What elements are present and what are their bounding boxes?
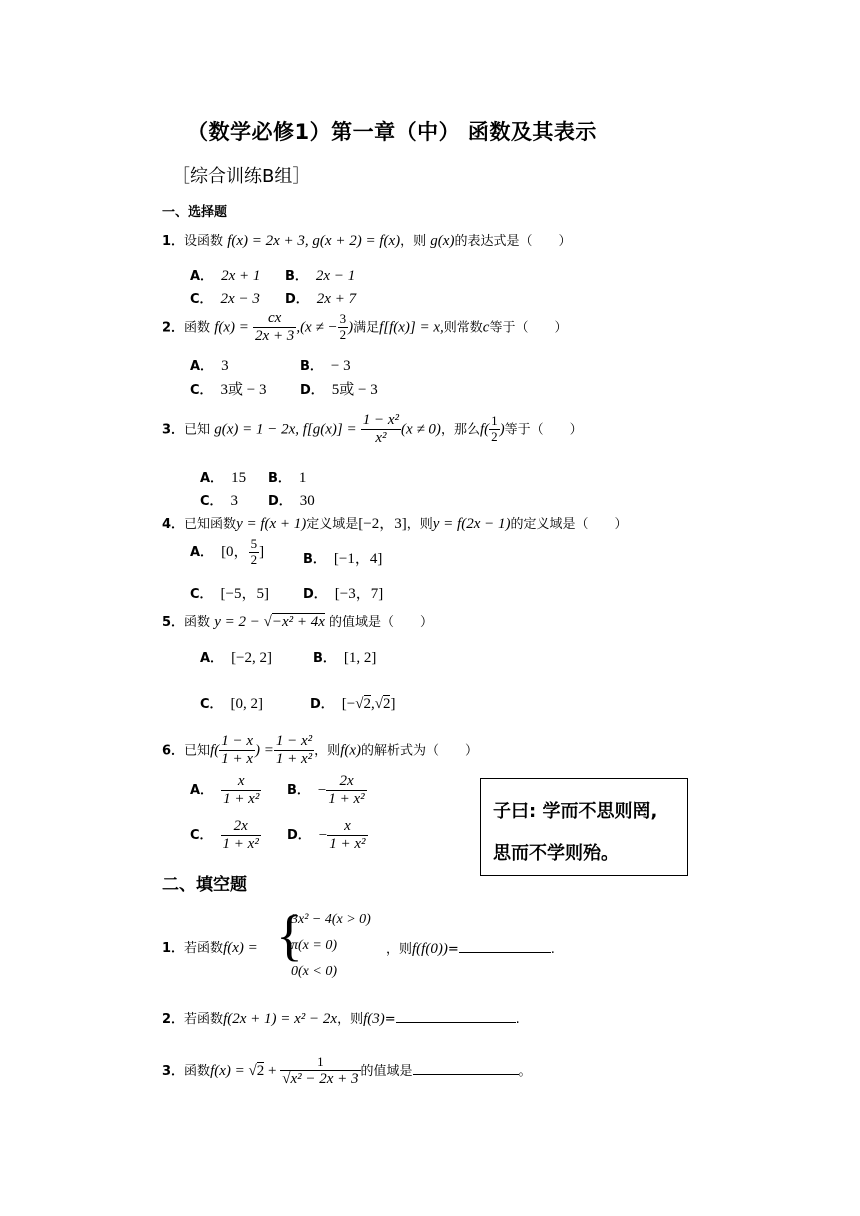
text: 设函数: [184, 234, 224, 249]
fill-question-3: 3．函数f(x) = √2 + $\frac{1}{\text{√x² − 2x + 3}}$ 的值域是 。: [162, 1054, 532, 1087]
question-number: 2．: [162, 1012, 185, 1027]
fraction: $\frac{cx}{2x + 3}$: [255, 310, 295, 345]
option-a: A． [0， $\frac{5}{2}$ ]: [190, 536, 265, 567]
option-c: C． $\frac{2x}{\text{1 + x²}}$: [190, 818, 259, 853]
option-b: B． [−1，4]: [303, 551, 383, 567]
option-b: B． − 3: [300, 358, 351, 374]
subtitle: ［综合训练B组］: [172, 166, 311, 187]
math-expr: f(x) = 2x + 3, g(x + 2) = f(x): [227, 233, 401, 249]
fill-question-2: 2．若函数f(2x + 1) = x² − 2x，则f(3)= .: [162, 1011, 520, 1027]
question-1: [162, 230, 571, 250]
quote-box: [480, 778, 688, 876]
option-c: C． 3: [200, 493, 239, 509]
option-a: A． [−2, 2]: [200, 650, 273, 666]
option-b: B． 1: [268, 470, 307, 486]
section-fill: 二、填空题: [162, 875, 247, 895]
text: ，则: [400, 234, 427, 249]
piecewise-brace: {: [276, 905, 303, 967]
option-a: A． 2x + 1: [190, 268, 261, 284]
section-choice: 一、选择题: [162, 205, 228, 220]
option-c: C． 2x − 3: [190, 291, 260, 307]
piece-1: 3x² − 4(x > 0): [291, 912, 371, 927]
option-a: A． $\frac{x}{\text{1 + x²}}$: [190, 773, 260, 808]
answer-blank[interactable]: [413, 1074, 519, 1075]
question-number: 4．: [162, 517, 185, 532]
option-b: B． − $\frac{2x}{\text{1 + x²}}$: [287, 773, 365, 808]
option-c: C． 3或 − 3: [190, 382, 267, 398]
question-number: 2．: [162, 320, 185, 336]
option-b: B． 2x − 1: [285, 268, 356, 284]
question-6: 6．已知f( $\frac{1 - x}{1 + x}$ ) = $\frac{\text{1 − x²}}{\text{1 + x²}}$ ，则f(x)的解析式为（ ）: [162, 733, 479, 768]
fraction: $\frac{\text{1 − x²}}{\text{x²}}$: [362, 412, 400, 447]
option-d: D． [−√2,√2]: [310, 696, 396, 712]
question-number: 6．: [162, 743, 185, 759]
answer-blank[interactable]: [459, 952, 551, 953]
page-title: （数学必修1）第一章（中） 函数及其表示: [187, 120, 597, 144]
option-b: B． [1, 2]: [313, 650, 377, 666]
option-c: C． [0, 2]: [200, 696, 264, 712]
option-d: D． − $\frac{x}{\text{1 + x²}}$: [287, 818, 366, 853]
text: 的表达式是（ ）: [454, 234, 572, 249]
fill-question-1: 1．若函数f(x) =: [162, 940, 258, 956]
fill-question-1-tail: ，则f(f(0))= .: [386, 941, 555, 957]
question-3: 3．已知 g(x) = 1 − 2x, f[g(x)] = $\frac{\text{1 − x²}}{\text{x²}}$ (x ≠ 0)，那么f( $\frac{1}{2}$ )等于（ ）: [162, 412, 583, 447]
math-expr: g(x): [430, 233, 455, 249]
fraction: $\frac{3}{2}$: [339, 311, 347, 343]
question-number: 3．: [162, 422, 185, 438]
question-5: 5．函数 y = 2 − √−x² + 4x 的值域是（ ）: [162, 614, 434, 630]
answer-blank[interactable]: [396, 1022, 516, 1023]
quote-line-2: 思而不学则殆。: [493, 843, 619, 864]
option-c: C． [−5，5]: [190, 586, 269, 602]
option-d: D． 2x + 7: [285, 291, 357, 307]
question-number: 5．: [162, 615, 185, 630]
quote-line-1: 子曰: 学而不思则罔,: [493, 801, 658, 822]
question-2: 2．函数 f(x) = $\frac{cx}{2x + 3}$ ,(x ≠ − $\frac{3}{2}$ )满足f[f(x)] = x,则常数c等于（ ）: [162, 310, 568, 345]
fraction: $\frac{1}{2}$: [491, 413, 498, 445]
question-number: 3．: [162, 1064, 185, 1080]
piece-3: 0(x < 0): [291, 964, 337, 979]
piece-2: π(x = 0): [291, 938, 337, 953]
option-d: D． 5或 − 3: [300, 382, 378, 398]
option-d: D． 30: [268, 493, 315, 509]
option-d: D． [−3，7]: [303, 586, 384, 602]
question-number: 1．: [162, 941, 185, 956]
option-a: A． 3: [190, 358, 229, 374]
question-number: 1．: [162, 234, 185, 249]
option-a: A． 15: [200, 470, 247, 486]
question-4: 4．已知函数y = f(x + 1)定义域是[−2，3]，则y = f(2x − 1)的定义域是（ ）: [162, 516, 628, 532]
